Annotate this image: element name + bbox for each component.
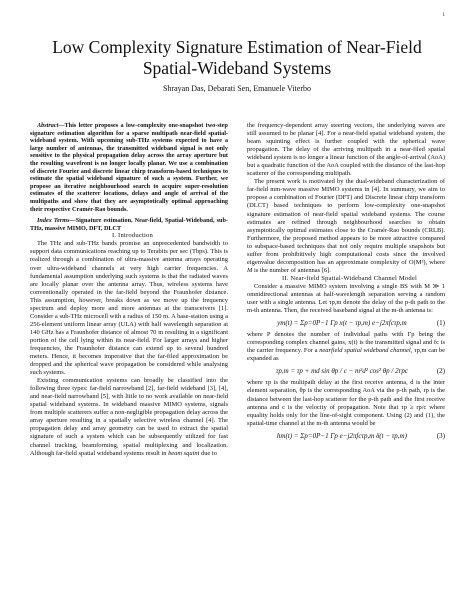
author-list: Shrayan Das, Debarati Sen, Emanuele Viterbo	[163, 84, 311, 93]
equation-3-number: (3)	[436, 431, 445, 440]
index-terms-text: —Signature estimation, Near-field, Spatial-Wideband, sub-THz, massive MIMO, DFT, DLCT	[30, 217, 228, 232]
abstract-label: Abstract	[37, 122, 59, 129]
model-paragraph-2	[247, 331, 445, 363]
intro-paragraph-2	[30, 377, 228, 457]
intro-paragraph-1: The THz and sub-THz bands promise an unprecedented bandwidth to support data communications reaching up to Terabits per sec (Tbps). This is realized through a combination of ultra-massive antenna arrays operating over ultra-wideband channels at very high carrier frequencies. A fundamental assumption underlying such systems is that the radiated waves are locally planar over the antenna array. Thus, wireless systems have conventionally operated in the far-field beyond the Fraunhofer distance. This assumption, however, breaks down as we move up the frequency spectrum and deploy more and more antennas at the transceivers [1]. Consider a sub-THz microcell with a radius of 150 m. A base-station using a 256-element uniform linear array (ULA) with half wavelength separation at 140 GHz has a Fraunhofer distance of almost 70 m resulting in a significant portion of the cell lying within its near-field. For larger arrays and higher frequencies, the Fraunhofer distance can extend up to several hundred meters. Hence, it becomes imperative that the far-filed approximation be dropped and the spherical wave propagation be considered while analysing such systems.	[30, 240, 228, 377]
intro-p2-tail: due to	[199, 449, 217, 457]
equation-2-body: τp,m = τp + md sin θp / c − m²d² cos² θp / 2rpc	[275, 367, 408, 376]
equation-2-number: (2)	[436, 367, 445, 376]
equation-1-number: (1)	[436, 319, 445, 328]
intro-p4-tail: is the number of antennas [6].	[252, 266, 331, 274]
left-column	[30, 122, 228, 458]
equation-2	[247, 367, 445, 375]
page-number: 1	[442, 13, 445, 18]
intro-paragraph-4	[247, 178, 445, 275]
equation-1	[247, 319, 445, 327]
model-p2-text: where P denotes the number of individual paths with Γp being the corresponding complex channel gains, x(t) is the transmitted signal and fc is the carrier frequency. For a	[247, 331, 445, 355]
equation-3	[247, 432, 445, 440]
intro-p2-text: Existing communication systems can broadly be classified into the following three types: far-field narrowband [2], far-field wideband [3], [4], and near-field narrowband [5], with little to no work available on near-field spatial wideband systems. In wideband massive MIMO systems, signals from multiple scatterers suffer a non-negligible propagation delay across the array aperture resulting in a spatially selective wireless channel [4]. The propagation delay and array geometry can be used to extract the spatial signature of such a system which can be subsequently utilized for fast channel tracking, beamforming, spatial multiplexing and localization. Although far-field spatial wideband systems result in	[30, 377, 228, 457]
section-heading-channel-model: II. Near-field Spatial-Wideband Channel Model	[281, 274, 418, 282]
intro-p4-text: The present work is motivated by the dual-wideband characterization of far-field mm-wave massive MIMO systems in [4]. In summary, we aim to propose a combination of Fourier (DFT) and Discrete linear chirp transform (DLCT) based techniques to perform low-complexity one-snapshot signature estimation of near-field spatial wideband systems. The course estimates are refined through neighbourhood searches to obtain asymptotically optimal estimates close to the Cramér-Rao bounds (CRLB). Furthermore, the proposed method appears to be more attractive compared to subspace-based techniques that not only require multiple snapshots but suffer from prohibitively high computational costs since the involved eigenvalue decomposition has an approximate complexity of O(M³), where	[247, 178, 445, 266]
right-column	[247, 122, 445, 444]
model-paragraph-1: Consider a massive MIMO system involving a single BS with M ≫ 1 omnidirectional antennas at half-wavelength separation serving a random user with a single antenna. Let τp,m denote the delay of the p-th path to the m-th antenna. Then, the received baseband signal at the m-th antenna is:	[247, 282, 445, 315]
section-heading-introduction: I. Introduction	[111, 232, 154, 240]
intro-p4-emphasis: M	[247, 266, 253, 274]
paper-title: Low Complexity Signature Estimation of Near-Field Spatial-Wideband Systems	[52, 37, 422, 78]
index-terms-label: Index Terms	[37, 217, 70, 225]
model-paragraph-3: where τp is the multipath delay at the first receive antenna, d is the inter element separation, θp is the corresponding AoA via the p-th path, rp is the distance between the last-hop scatterer for the p-th path and the first receive antenna and c is the velocity of propagation. Note that τp ≥ rp/c where equality holds only for the line-of-sight component. Using (2) and (1), the spatial-time channel at the m-th antenna would be	[247, 379, 445, 427]
intro-paragraph-3: the frequency-dependent array steering vectors, the underlying waves are still assumed to be planar [4]. For a near-field spatial wideband system, the beam squinting effect is further coupled with the spherical wave propagation. The delay of the arriving multipath in a near-filed spatial wideband system is no longer a linear function of the angle-of-arrival (AoA) but a quadratic function of the AoA coupled with the distance of the last-hop scatterer of the corresponding multipath.	[247, 122, 445, 178]
model-p2-tail: , τp,m can be expanded as	[247, 347, 445, 363]
index-terms	[30, 217, 228, 232]
abstract	[30, 122, 228, 213]
equation-3-body: hm(t) = Σp=0P−1 Γp e−j2πfcτp,m δ(t − τp,m)	[276, 431, 407, 440]
equation-1-body: ym(t) = Σp=0P−1 Γp x(t − τp,m) e−j2πfcτp,m	[277, 319, 407, 328]
model-p2-emphasis: nearfield spatial wideband channel	[319, 347, 411, 355]
abstract-text: —This letter proposes a low-complexity one-snapshot two-step signature estimation algorithm for a sparse multipath near-field spatial-wideband system. With upcoming sub-THz systems expected to have a large number of antennas, the transmitted wideband signal is not only sensitive to the physical propagation delay across the array aperture but the resulting wavefront is no longer locally planar. We use a combination of discrete Fourier and discrete linear chirp transform-based techniques to estimate the spatial wideband signature of such a system. Further, we propose an iterative neighbourhood search to acquire super-resolution estimates of the scatterer locations, delays and angle of arrival of the multipaths and show that they are asymptotically optimal approaching their respective Cramér-Rao bounds.	[30, 122, 228, 213]
intro-p2-emphasis: beam squint	[168, 449, 200, 457]
